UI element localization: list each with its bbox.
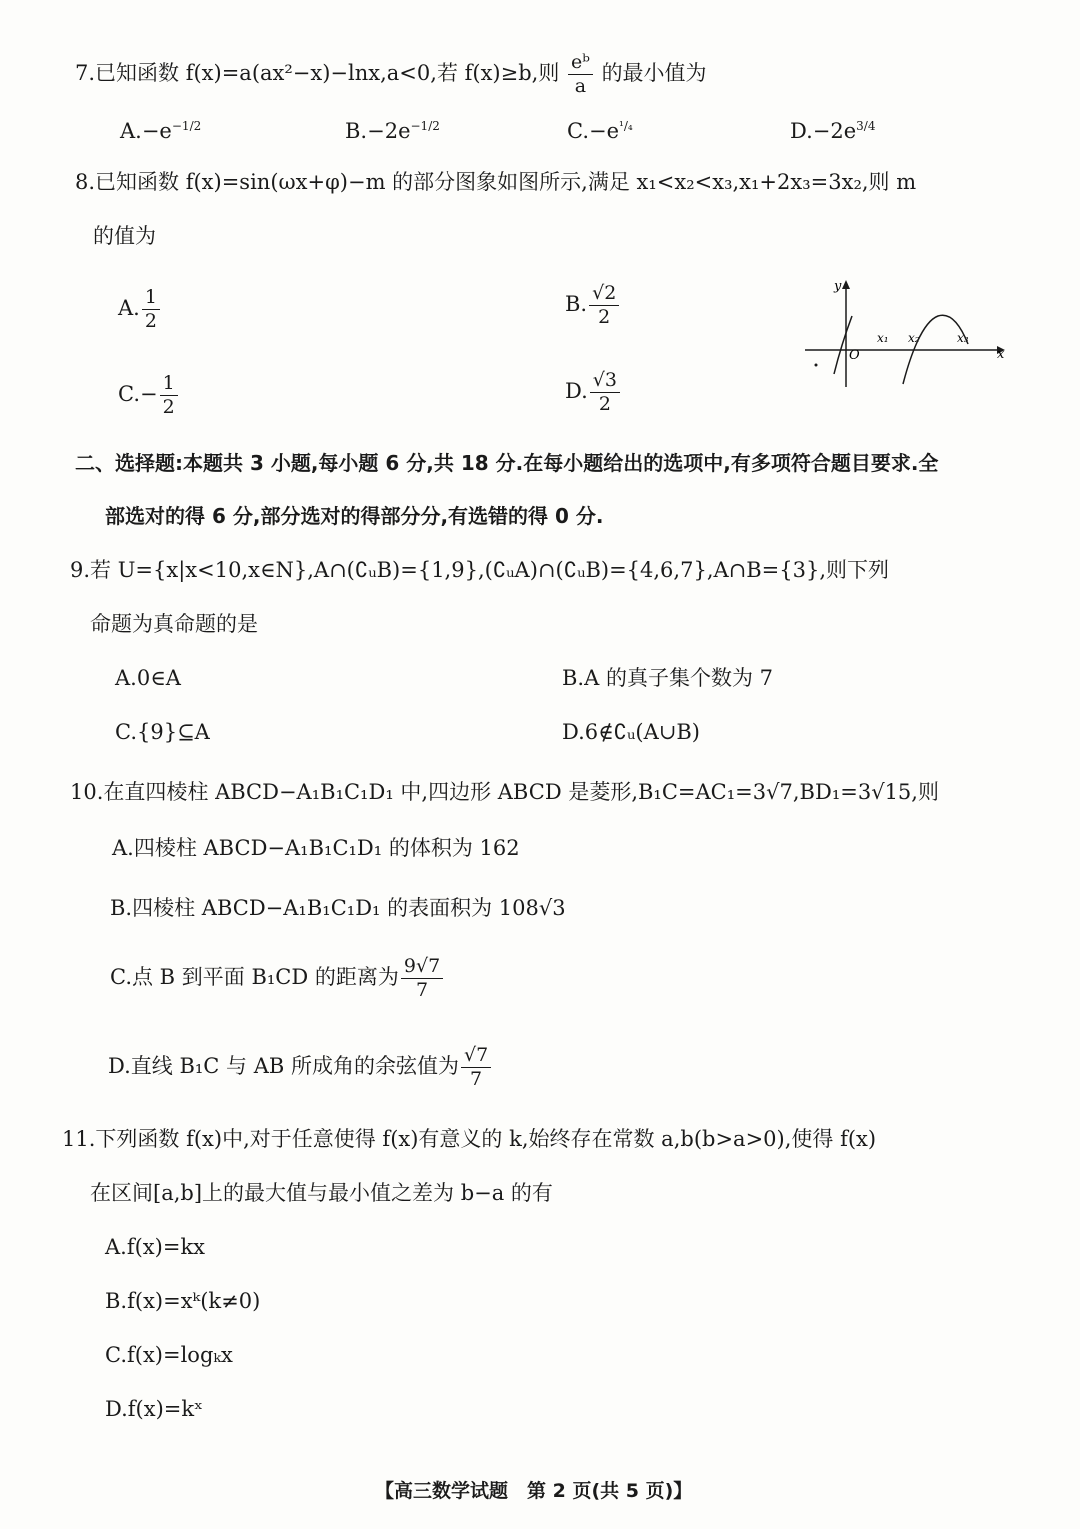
x-label: x — [997, 347, 1005, 362]
q7-option-c: $C.-e^{^1/_4}$ — [567, 119, 633, 143]
page-footer: 【高三数学试题 第 2 页(共 5 页)】 — [375, 1480, 693, 1502]
q7-option-d: $D.-2e^{3/4}$ — [790, 119, 876, 143]
q8-option-b: B. $\frac{√2}{2}$ — [565, 283, 621, 328]
q10-option-b: B.四棱柱 ABCD−A₁B₁C₁D₁ 的表面积为 108√3 — [110, 896, 566, 920]
q9-option-b: B.A 的真子集个数为 7 — [562, 666, 773, 690]
q8-option-a: A. $\frac{1}{2}$ — [118, 287, 162, 332]
q8-stem-line2: 的值为 — [93, 224, 156, 248]
q11-option-c: C.f(x)=logₖx — [105, 1343, 233, 1367]
q10-option-d: D.直线 B₁C 与 AB 所成角的余弦值为 $\frac{√7}{7}$ — [108, 1045, 493, 1090]
x1-label: x₁ — [877, 331, 889, 345]
q7-stem: 7.已知函数 f(x)=a(ax²−x)−lnx,a<0,若 f(x)≥b,则 $\frac{\text{eᵇ}}{a}$ 的最小值为 — [75, 51, 707, 97]
q9-option-a: A.0∈A — [115, 666, 181, 690]
y-axis-arrow — [842, 280, 850, 289]
x2-label: x₂ — [908, 331, 920, 345]
q7-fraction: $\frac{\text{eᵇ}}{a}$ — [568, 52, 593, 97]
q9-option-d: D.6∉∁ᵤ(A∪B) — [562, 720, 700, 744]
q11-option-a: A.f(x)=kx — [105, 1235, 206, 1259]
q10-stem: 10.在直四棱柱 ABCD−A₁B₁C₁D₁ 中,四边形 ABCD 是菱形,B₁C=AC₁=3√7,BD₁=3√15,则 — [70, 780, 939, 804]
y-label: y — [834, 279, 842, 294]
stray-dot — [815, 364, 818, 367]
section2-line1: 二、选择题:本题共 3 小题,每小题 6 分,共 18 分.在每小题给出的选项中,有多项符合题目要求.全 — [75, 451, 939, 475]
q11-option-b: B.f(x)=xᵏ(k≠0) — [105, 1289, 261, 1313]
q7-option-b: $B.-2e^{-1/2}$ — [345, 119, 440, 143]
q9-stem-line2: 命题为真命题的是 — [90, 612, 258, 636]
origin-label: O — [849, 348, 860, 363]
q8-option-c: C.− $\frac{1}{2}$ — [118, 373, 180, 418]
q8-option-d: D. $\frac{√3}{2}$ — [565, 370, 622, 415]
curve-left — [834, 316, 852, 374]
q11-stem-line2: 在区间[a,b]上的最大值与最小值之差为 b−a 的有 — [90, 1181, 553, 1205]
x3-label: x₃ — [957, 331, 969, 345]
q11-option-d: D.f(x)=kˣ — [105, 1397, 203, 1421]
q9-stem-line1: 9.若 U={x|x<10,x∈N},A∩(∁ᵤB)={1,9},(∁ᵤA)∩(∁ᵤB)={4,6,7},A∩B={3},则下列 — [70, 558, 890, 582]
q7-option-a: $A.-e^{-1/2}$ — [120, 119, 202, 143]
q9-option-c: C.{9}⊆A — [115, 720, 210, 744]
q10-option-a: A.四棱柱 ABCD−A₁B₁C₁D₁ 的体积为 162 — [112, 836, 520, 860]
section2-line2: 部选对的得 6 分,部分选对的得部分分,有选错的得 0 分. — [105, 504, 604, 528]
q11-stem-line1: 11.下列函数 f(x)中,对于任意使得 f(x)有意义的 k,始终存在常数 a,b(b>a>0),使得 f(x) — [62, 1127, 877, 1151]
q8-graph — [800, 272, 1015, 397]
q10-option-c: C.点 B 到平面 B₁CD 的距离为 $\frac{9√7}{7}$ — [110, 956, 445, 1001]
q8-stem-line1: 8.已知函数 f(x)=sin(ωx+φ)−m 的部分图象如图所示,满足 x₁<x₂<x₃,x₁+2x₃=3x₂,则 m — [75, 170, 917, 194]
